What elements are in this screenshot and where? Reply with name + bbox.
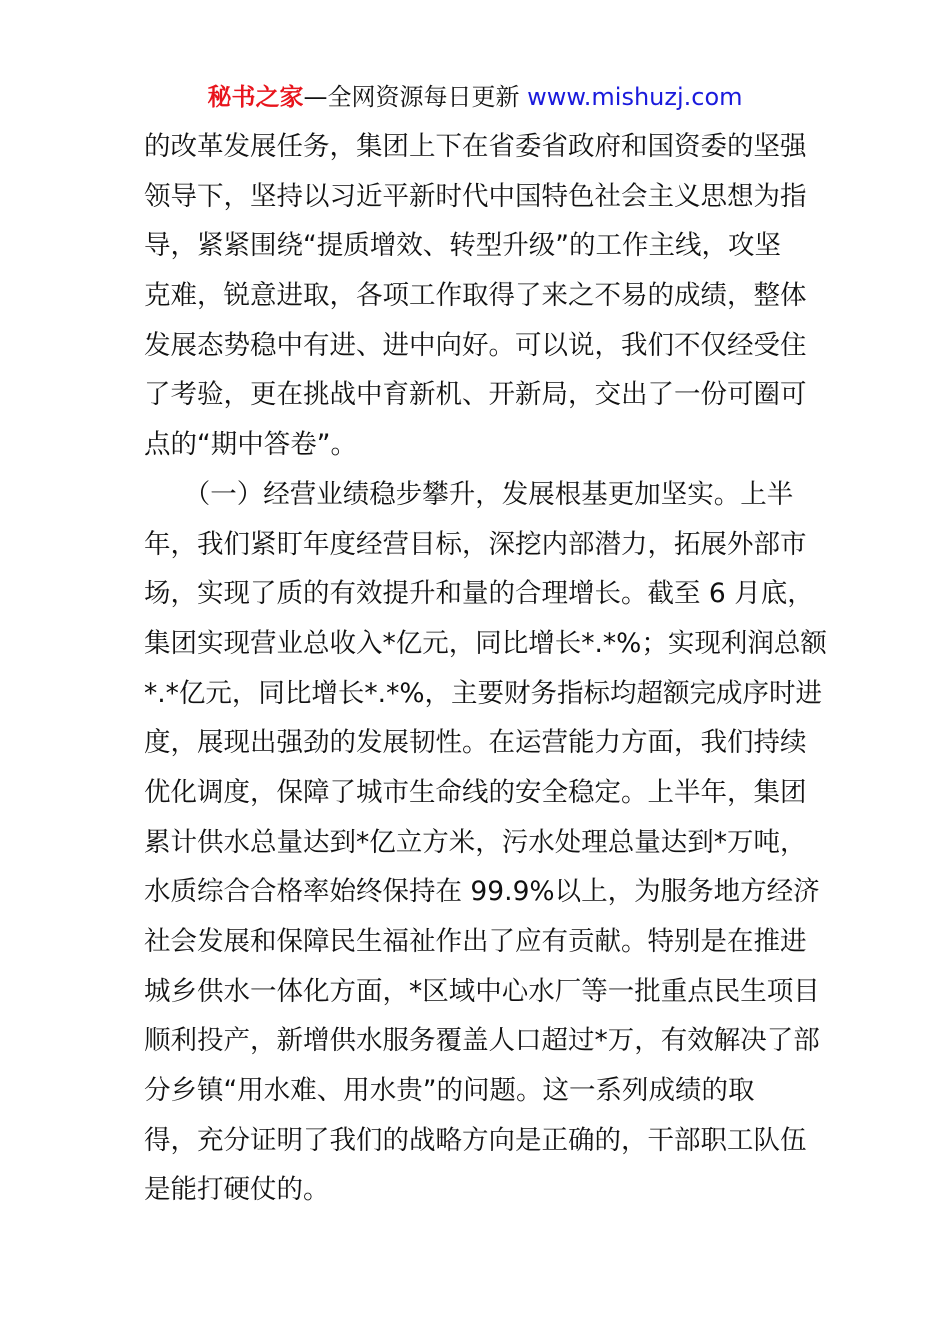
brand-name: 秘书之家	[207, 83, 304, 111]
text-line: 导，紧紧围绕“提质增效、转型升级”的工作主线，攻坚	[144, 230, 781, 262]
text-line: 分乡镇“用水难、用水贵”的问题。这一系列成绩的取	[144, 1075, 755, 1107]
section-heading-line: （一）经营业绩稳步攀升，发展根基更加坚实。上半	[144, 478, 794, 510]
text-line: 领导下，坚持以习近平新时代中国特色社会主义思想为指	[144, 180, 807, 212]
text-line: 得，充分证明了我们的战略方向是正确的，干部职工队伍	[144, 1124, 807, 1156]
text-line: 年，我们紧盯年度经营目标，深挖内部潜力，拓展外部市	[144, 528, 807, 560]
document-body	[144, 122, 827, 1215]
text-line: 克难，锐意进取，各项工作取得了来之不易的成绩，整体	[144, 280, 807, 312]
text-line: 场，实现了质的有效提升和量的合理增长。截至 6 月底，	[144, 578, 814, 610]
text-line: 累计供水总量达到*亿立方米，污水处理总量达到*万吨，	[144, 826, 807, 858]
text-line: 优化调度，保障了城市生命线的安全稳定。上半年，集团	[144, 776, 807, 808]
text-line: 了考验，更在挑战中育新机、开新局，交出了一份可圈可	[144, 379, 807, 411]
text-line: 点的“期中答卷”。	[144, 429, 357, 461]
text-line: 度，展现出强劲的发展韧性。在运营能力方面，我们持续	[144, 727, 807, 759]
text-line: 水质综合合格率始终保持在 99.9%以上，为服务地方经济	[144, 876, 820, 908]
page-header	[0, 80, 950, 114]
text-line: 城乡供水一体化方面，*区域中心水厂等一批重点民生项目	[144, 975, 820, 1007]
text-line: 的改革发展任务，集团上下在省委省政府和国资委的坚强	[144, 131, 807, 162]
text-line: 是能打硬仗的。	[144, 1174, 330, 1206]
text-line: 顺利投产，新增供水服务覆盖人口超过*万，有效解决了部	[144, 1025, 820, 1057]
text-line: 发展态势稳中有进、进中向好。可以说，我们不仅经受住	[144, 329, 807, 361]
text-line: 集团实现营业总收入*亿元，同比增长*.*%；实现利润总额	[144, 627, 827, 659]
text-line: *.*亿元，同比增长*.*%，主要财务指标均超额完成序时进	[144, 677, 823, 709]
header-tagline: —全网资源每日更新	[303, 83, 528, 111]
text-line: 社会发展和保障民生福祉作出了应有贡献。特别是在推进	[144, 926, 807, 957]
site-url-link[interactable]: www.mishuzj.com	[527, 83, 743, 111]
